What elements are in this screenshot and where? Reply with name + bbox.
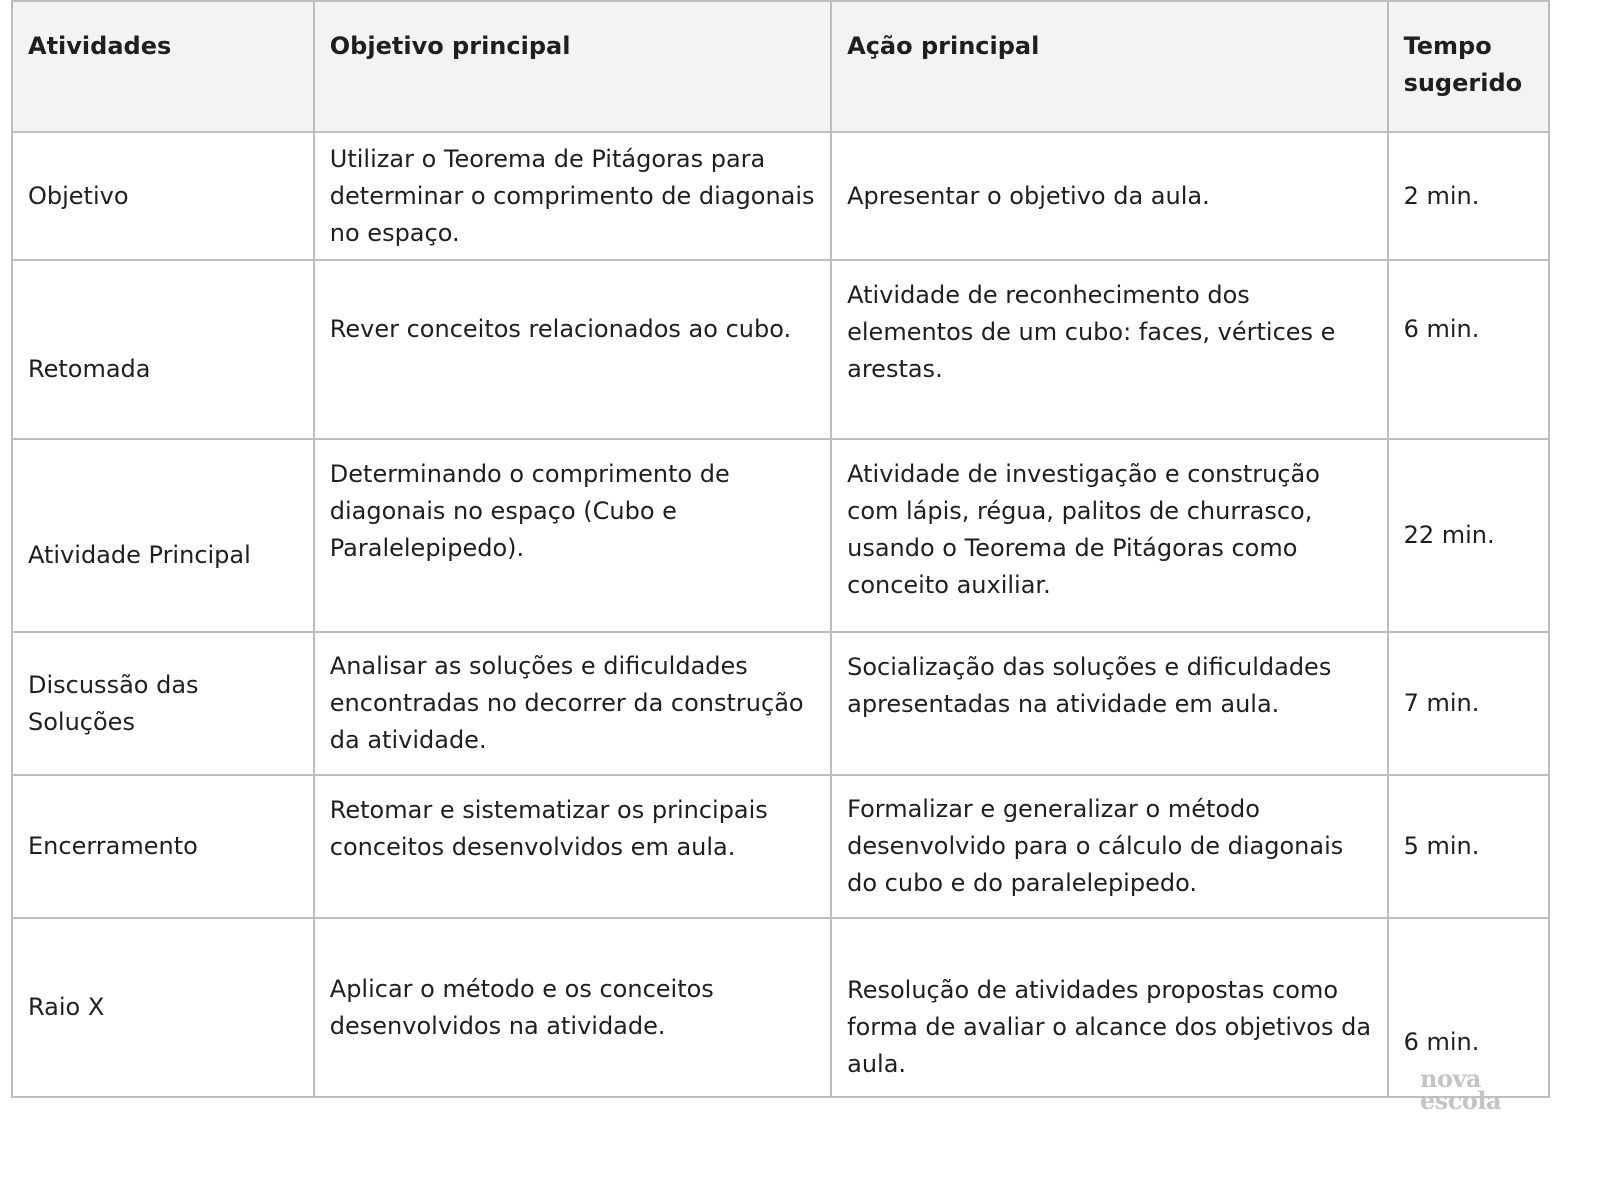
table-header-row bbox=[12, 1, 1549, 132]
table-row bbox=[12, 260, 1549, 439]
table-row bbox=[12, 632, 1549, 775]
cell-objetivo: Determinando o comprimento de diagonais no espaço (Cubo e Paralelepipedo). bbox=[314, 439, 831, 632]
cell-atividade: Raio X bbox=[12, 918, 314, 1097]
lesson-plan-table bbox=[11, 0, 1550, 1098]
cell-objetivo: Rever conceitos relacionados ao cubo. bbox=[314, 260, 831, 439]
cell-acao: Apresentar o objetivo da aula. bbox=[831, 132, 1387, 260]
cell-atividade: Discussão das Soluções bbox=[12, 632, 314, 775]
cell-objetivo: Analisar as soluções e dificuldades encontradas no decorrer da construção da atividade. bbox=[314, 632, 831, 775]
cell-tempo: 6 min. bbox=[1388, 260, 1549, 439]
header-objetivo-principal: Objetivo principal bbox=[314, 1, 831, 132]
nova-escola-logo bbox=[1420, 1064, 1502, 1115]
cell-acao: Formalizar e generalizar o método desenvolvido para o cálculo de diagonais do cubo e do paralelepipedo. bbox=[831, 775, 1387, 918]
logo-line-nova: nova bbox=[1420, 1064, 1481, 1093]
table-row bbox=[12, 132, 1549, 260]
logo-line-escola: escola bbox=[1420, 1086, 1502, 1115]
cell-atividade: Objetivo bbox=[12, 132, 314, 260]
cell-tempo: 5 min. bbox=[1388, 775, 1549, 918]
table-row bbox=[12, 918, 1549, 1097]
cell-atividade: Atividade Principal bbox=[12, 439, 314, 632]
cell-objetivo: Aplicar o método e os conceitos desenvolvidos na atividade. bbox=[314, 918, 831, 1097]
cell-tempo: 6 min. bbox=[1388, 918, 1549, 1097]
cell-atividade: Encerramento bbox=[12, 775, 314, 918]
header-acao-principal: Ação principal bbox=[831, 1, 1387, 132]
table-row bbox=[12, 439, 1549, 632]
cell-atividade: Retomada bbox=[12, 260, 314, 439]
cell-objetivo: Utilizar o Teorema de Pitágoras para determinar o comprimento de diagonais no espaço. bbox=[314, 132, 831, 260]
table-row bbox=[12, 775, 1549, 918]
cell-objetivo: Retomar e sistematizar os principais conceitos desenvolvidos em aula. bbox=[314, 775, 831, 918]
cell-tempo: 7 min. bbox=[1388, 632, 1549, 775]
cell-tempo: 22 min. bbox=[1388, 439, 1549, 632]
header-tempo-sugerido: Tempo sugerido bbox=[1388, 1, 1549, 132]
cell-acao: Atividade de investigação e construção com lápis, régua, palitos de churrasco, usando o Teorema de Pitágoras como conceito auxiliar. bbox=[831, 439, 1387, 632]
cell-acao: Atividade de reconhecimento dos elementos de um cubo: faces, vértices e arestas. bbox=[831, 260, 1387, 439]
header-atividades: Atividades bbox=[12, 1, 314, 132]
cell-acao: Socialização das soluções e dificuldades apresentadas na atividade em aula. bbox=[831, 632, 1387, 775]
cell-acao: Resolução de atividades propostas como forma de avaliar o alcance dos objetivos da aula. bbox=[831, 918, 1387, 1097]
cell-tempo: 2 min. bbox=[1388, 132, 1549, 260]
